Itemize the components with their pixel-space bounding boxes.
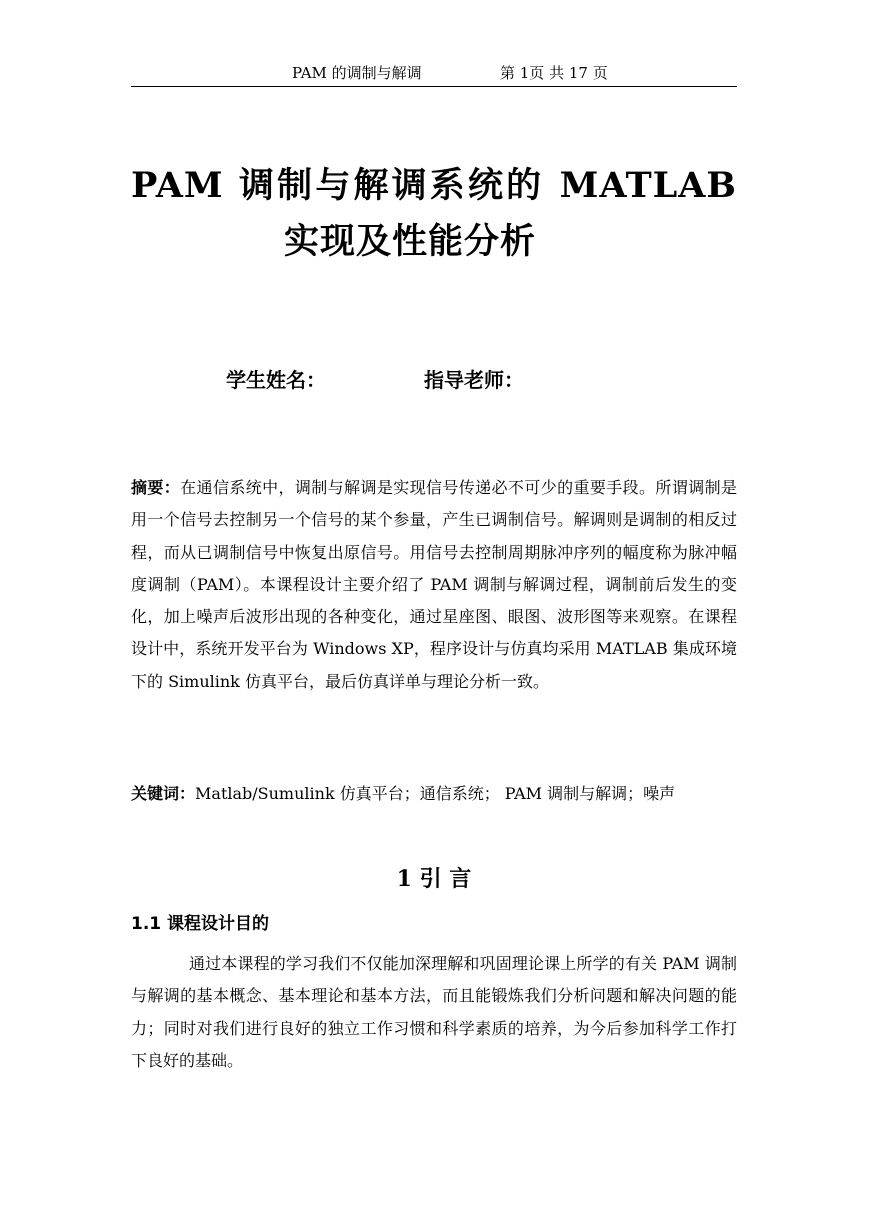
student-name-label: 学生姓名：: [226, 368, 326, 392]
keywords-line: [131, 778, 737, 810]
title-line-1: PAM 调制与解调系统的 MATLAB: [131, 165, 737, 206]
author-info: [0, 364, 869, 394]
document-title: [131, 160, 737, 268]
keywords-label: 关键词：: [131, 784, 196, 803]
keywords-text: Matlab/Sumulink 仿真平台；通信系统； PAM 调制与解调；噪声: [195, 784, 676, 803]
advisor-name-label: 指导老师：: [424, 368, 524, 392]
title-line-2: 实现及性能分析: [284, 221, 537, 262]
header-divider: [131, 86, 737, 87]
abstract-text: 在通信系统中，调制与解调是实现信号传递必不可少的重要手段。所谓调制是用一个信号去控制另一个信号的某个参量，产生已调制信号。解调则是调制的相反过程，而从已调制信号中恢复出原信号。用信号去控制周期脉冲序列的幅度称为脉冲幅度调制（PAM）。本课程设计主要介绍了 PAM 调制与解调过程，调制前后发生的变化，加上噪声后波形出现的各种变化，通过星座图、眼图、波形图等来观察。在课程设计中，系统开发平台为 Windows XP，程序设计与仿真均采用 MATLAB 集成环境下的 Simulink 仿真平台，最后仿真详单与理论分析一致。: [131, 478, 737, 691]
body-paragraph: 通过本课程的学习我们不仅能加深理解和巩固理论课上所学的有关 PAM 调制与解调的基本概念、基本理论和基本方法，而且能锻炼我们分析问题和解决问题的能力；同时对我们进行良好的独立工作习惯和科学素质的培养，为今后参加科学工作打下良好的基础。: [131, 954, 737, 1070]
abstract-paragraph: [131, 472, 737, 698]
header-page-info: 第 1页 共 17 页: [500, 64, 608, 82]
subsection-heading-purpose: 1.1 课程设计目的: [131, 914, 270, 934]
header-document-title: PAM 的调制与解调: [292, 64, 422, 82]
abstract-label: 摘要：: [131, 478, 181, 497]
section-heading-introduction: 1 引 言: [396, 866, 472, 892]
